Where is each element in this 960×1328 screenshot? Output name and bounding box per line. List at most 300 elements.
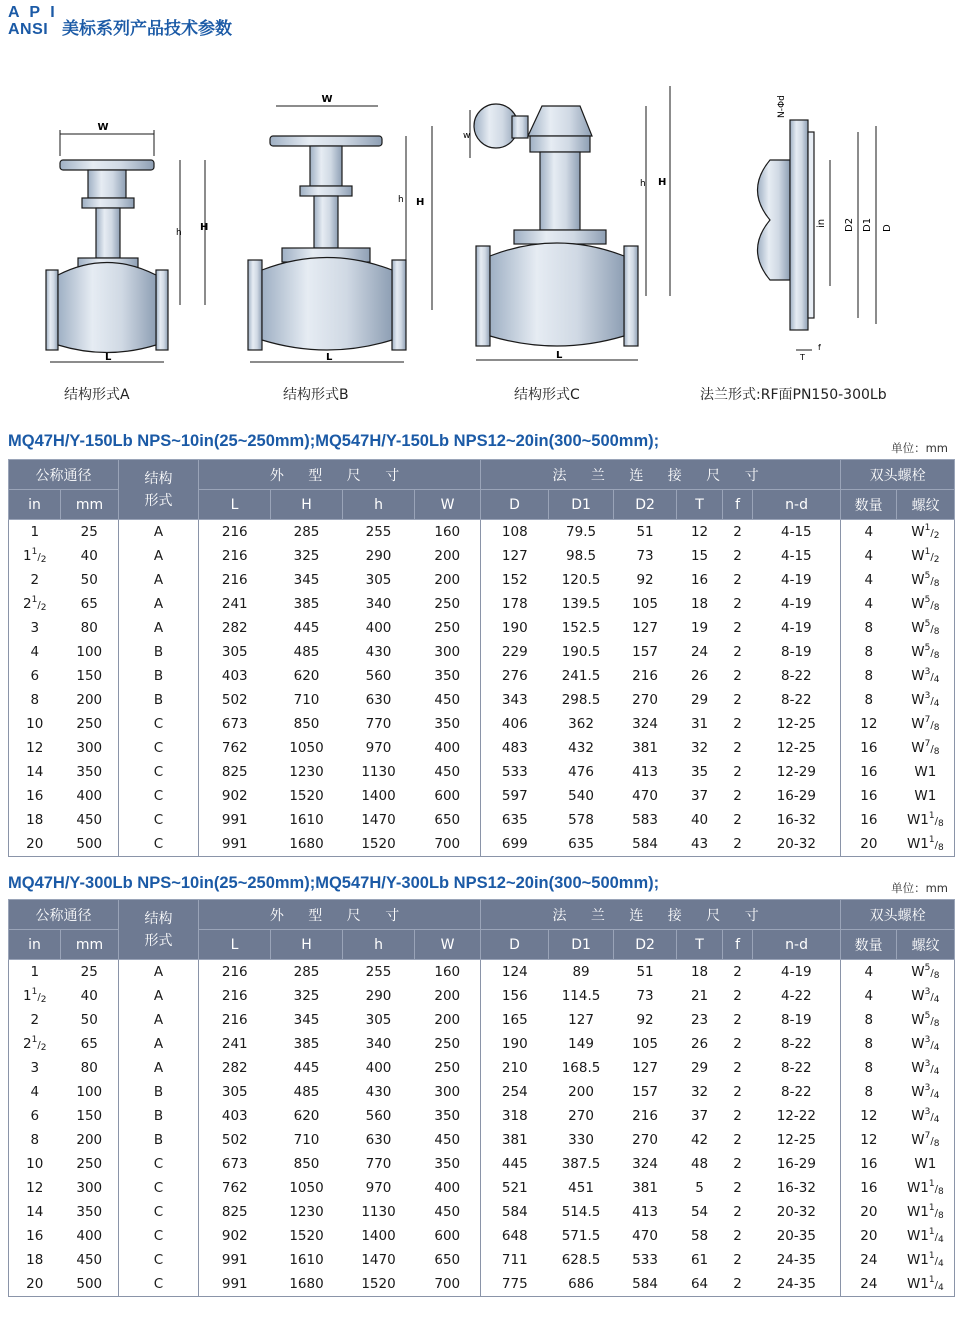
cell-d1: 571.5 <box>561 1228 601 1244</box>
cell-in <box>9 1224 61 1248</box>
cell-type: A <box>119 984 199 1008</box>
valve-figures <box>0 60 960 410</box>
cell-w: 450 <box>415 1128 481 1152</box>
cell-f: 2 <box>733 788 742 804</box>
cell-w: 250 <box>415 1056 481 1080</box>
cell-type: C <box>119 1224 199 1248</box>
cell-mm: 150 <box>61 664 119 688</box>
cell-w: 200 <box>415 984 481 1008</box>
cell-w: 250 <box>415 1032 481 1056</box>
cell-l: 902 <box>221 1228 248 1244</box>
value-whole: 10 <box>26 1156 44 1172</box>
cell-qty: 4 <box>864 572 874 588</box>
cell-h: 290 <box>365 988 392 1004</box>
table-row <box>9 712 955 736</box>
cell-mm: 400 <box>61 1224 119 1248</box>
cell-qty: 20 <box>841 832 897 857</box>
hdr-qty: 数量 <box>841 930 897 960</box>
hdr-D2: D2 <box>614 490 677 520</box>
cell-d1: 79.5 <box>566 524 597 540</box>
cell-w: 700 <box>415 1272 481 1297</box>
cell-mm: 25 <box>61 960 119 985</box>
dim-label-L: L <box>105 352 112 363</box>
cell-h: 620 <box>293 668 320 684</box>
value-whole: 1 <box>23 548 32 564</box>
cell-nd: 8-19 <box>753 1008 841 1032</box>
cell-w: 450 <box>415 688 481 712</box>
cell-qty: 16 <box>860 812 878 828</box>
cell-mm: 80 <box>61 616 119 640</box>
cell-type: C <box>119 712 199 736</box>
value-whole: W <box>911 668 925 684</box>
cell-h: 1230 <box>289 1204 324 1220</box>
fraction-denominator: 8 <box>933 627 940 637</box>
fraction-numerator: 1 <box>928 1251 935 1261</box>
hdr-mm: mm <box>61 930 119 960</box>
cell-thread: $W^3/4$ <box>897 688 955 712</box>
cell-qty: 24 <box>841 1272 897 1297</box>
fraction-numerator: 7 <box>924 715 931 725</box>
cell-f: 2 <box>733 988 742 1004</box>
cell-d2: 270 <box>632 1132 658 1148</box>
fraction-numerator: 7 <box>924 739 931 749</box>
cell-d: 210 <box>501 1060 528 1076</box>
hdr-h: h <box>343 930 415 960</box>
table-row <box>9 1104 955 1128</box>
valve-drawing-c <box>474 104 638 346</box>
cell-type: A <box>119 520 199 545</box>
cell-nd: 16-32 <box>753 808 841 832</box>
cell-qty: 8 <box>864 620 874 636</box>
cell-d2: 105 <box>632 596 658 612</box>
cell-type: C <box>119 808 199 832</box>
cell-type: B <box>119 688 199 712</box>
hdr-flange: 法 兰 连 接 尺 寸 <box>481 460 841 490</box>
value-whole: W <box>911 692 925 708</box>
cell-h: 770 <box>365 716 392 732</box>
cell-thread: $W^5/8$ <box>897 1008 955 1032</box>
cell-t: 61 <box>690 1252 709 1268</box>
cell-thread: $W1^1/4$ <box>897 1224 955 1248</box>
cell-t: 18 <box>690 596 709 612</box>
value-whole: 16 <box>26 1228 44 1244</box>
cell-thread <box>897 760 955 784</box>
cell-d2: 470 <box>632 788 658 804</box>
cell-d2: 105 <box>632 1036 658 1052</box>
cell-d: 775 <box>481 1272 549 1297</box>
value-whole: 1 <box>23 988 32 1004</box>
value-whole: 1 <box>30 964 40 980</box>
value-whole: 10 <box>26 716 44 732</box>
cell-qty: 16 <box>860 788 878 804</box>
cell-t: 43 <box>677 832 723 857</box>
page-title: 美标系列产品技术参数 <box>62 19 232 39</box>
value-whole: W <box>911 1060 925 1076</box>
table-300lb-title: MQ47H/Y-300Lb NPS~10in(25~250mm);MQ547H/Y-300Lb NPS12~20in(300~500mm); <box>8 874 660 892</box>
value-whole: W <box>911 596 925 612</box>
fraction-numerator: 5 <box>924 643 931 653</box>
fraction-denominator: 8 <box>933 603 940 613</box>
cell-t: 29 <box>690 1060 709 1076</box>
cell-l: 673 <box>221 716 248 732</box>
cell-d: 165 <box>501 1012 528 1028</box>
value-whole: 2 <box>30 572 40 588</box>
cell-d2: 92 <box>636 1012 654 1028</box>
cell-w: 300 <box>415 640 481 664</box>
cell-d: 445 <box>501 1156 528 1172</box>
cell-h: 1680 <box>271 1272 343 1297</box>
value-whole: 14 <box>26 764 44 780</box>
fraction-numerator: 1 <box>928 835 935 845</box>
table-row <box>9 1248 955 1272</box>
cell-mm: 400 <box>61 784 119 808</box>
cell-d: 276 <box>501 668 528 684</box>
cell-h: 1050 <box>289 740 324 756</box>
cell-d1: 476 <box>568 764 594 780</box>
cell-h: 1520 <box>343 1272 415 1297</box>
cell-nd: 12-29 <box>753 760 841 784</box>
cell-mm: 150 <box>61 1104 119 1128</box>
value-whole: 20 <box>26 836 44 852</box>
cell-t: 26 <box>690 668 709 684</box>
cell-h: 1520 <box>289 1228 324 1244</box>
table-row <box>9 1128 955 1152</box>
cell-h: 560 <box>365 668 392 684</box>
value-whole: W <box>911 1132 925 1148</box>
cell-nd: 16-29 <box>753 1152 841 1176</box>
cell-t: 5 <box>695 1180 704 1196</box>
dim-label-L-b: L <box>326 352 333 363</box>
cell-nd: 4-15 <box>753 520 841 545</box>
cell-d: 521 <box>501 1180 528 1196</box>
fraction-denominator: 4 <box>933 1067 940 1077</box>
cell-in <box>9 960 61 985</box>
hdr-structure <box>119 900 199 960</box>
value-whole: 6 <box>30 1108 40 1124</box>
cell-l: 902 <box>221 788 248 804</box>
cell-in: $1^1/2$ <box>9 544 61 568</box>
value-whole: 12 <box>26 740 44 756</box>
cell-d2: 584 <box>614 832 677 857</box>
cell-mm: 300 <box>61 1176 119 1200</box>
cell-l: 991 <box>199 1272 271 1297</box>
cell-thread: $W^3/4$ <box>897 1032 955 1056</box>
cell-nd: 8-22 <box>753 664 841 688</box>
cell-t: 42 <box>690 1132 709 1148</box>
value-whole: 8 <box>30 1132 40 1148</box>
cell-d2: 157 <box>632 644 658 660</box>
cell-h: 1400 <box>361 1228 396 1244</box>
cell-f: 2 <box>733 1204 742 1220</box>
cell-t: 64 <box>677 1272 723 1297</box>
cell-h: 290 <box>365 548 392 564</box>
cell-d1: 628.5 <box>561 1252 601 1268</box>
cell-type: B <box>119 640 199 664</box>
cell-h: 285 <box>293 524 320 540</box>
cell-l: 282 <box>221 1060 248 1076</box>
table-row <box>9 568 955 592</box>
cell-f: 2 <box>733 716 742 732</box>
cell-qty: 8 <box>864 692 874 708</box>
cell-in <box>9 1128 61 1152</box>
cell-d: 229 <box>501 644 528 660</box>
cell-d: 584 <box>501 1204 528 1220</box>
cell-type: C <box>119 1152 199 1176</box>
cell-qty: 20 <box>860 1204 878 1220</box>
cell-d1: 298.5 <box>561 692 601 708</box>
hdr-D: D <box>481 930 549 960</box>
table-row <box>9 520 955 545</box>
cell-thread: $W^1/2$ <box>897 544 955 568</box>
brand-logo <box>8 4 58 38</box>
value-whole: 18 <box>26 1252 44 1268</box>
cell-h: 630 <box>365 1132 392 1148</box>
cell-qty: 16 <box>860 1180 878 1196</box>
table-row <box>9 960 955 985</box>
cell-t: 37 <box>690 1108 709 1124</box>
cell-h: 970 <box>365 1180 392 1196</box>
cell-d1: 635 <box>549 832 614 857</box>
fraction-numerator: 3 <box>924 1059 931 1069</box>
cell-l: 216 <box>221 1012 248 1028</box>
cell-f: 2 <box>733 572 742 588</box>
value-whole: W <box>911 572 925 588</box>
cell-in <box>9 760 61 784</box>
fraction-numerator: 5 <box>924 571 931 581</box>
fraction-numerator: 7 <box>924 1131 931 1141</box>
fraction-numerator: 1 <box>924 547 931 557</box>
cell-h: 850 <box>293 1156 320 1172</box>
table-300lb-unit: 单位：mm <box>891 881 948 895</box>
cell-f: 2 <box>733 1180 742 1196</box>
cell-f: 2 <box>733 1108 742 1124</box>
cell-h: 1470 <box>361 812 396 828</box>
fraction-numerator: 3 <box>924 691 931 701</box>
brand-line-api: A P I <box>8 4 58 21</box>
cell-type: A <box>119 1008 199 1032</box>
cell-w: 400 <box>415 1176 481 1200</box>
cell-f: 2 <box>733 964 742 980</box>
cell-l: 241 <box>221 1036 248 1052</box>
cell-d2: 584 <box>614 1272 677 1297</box>
fraction-denominator: 4 <box>933 1115 940 1125</box>
cell-t: 23 <box>690 1012 709 1028</box>
cell-h: 340 <box>365 596 392 612</box>
cell-type: A <box>119 544 199 568</box>
fraction-denominator: 4 <box>933 995 940 1005</box>
cell-in <box>9 640 61 664</box>
cell-d1: 686 <box>549 1272 614 1297</box>
cell-d2: 92 <box>636 572 654 588</box>
cell-h: 1130 <box>361 1204 396 1220</box>
hdr-L: L <box>199 490 271 520</box>
cell-l: 216 <box>221 964 248 980</box>
value-whole: 18 <box>26 812 44 828</box>
table-row <box>9 1056 955 1080</box>
fraction-denominator: 4 <box>938 1283 944 1293</box>
value-whole: W <box>911 644 925 660</box>
value-whole: 12 <box>26 1180 44 1196</box>
cell-in <box>9 616 61 640</box>
hdr-in: in <box>9 490 61 520</box>
cell-d1: 578 <box>568 812 594 828</box>
cell-w: 350 <box>415 712 481 736</box>
hdr-W: W <box>415 930 481 960</box>
cell-d: 254 <box>501 1084 528 1100</box>
cell-f: 2 <box>733 644 742 660</box>
value-whole: W1 <box>914 1156 937 1172</box>
cell-f: 2 <box>733 764 742 780</box>
cell-qty: 8 <box>864 1084 874 1100</box>
cell-qty: 4 <box>864 524 874 540</box>
fraction-denominator: 8 <box>938 1187 944 1197</box>
cell-d2: 324 <box>632 1156 658 1172</box>
cell-thread: $W1^1/8$ <box>897 832 955 857</box>
cell-d1: 241.5 <box>561 668 601 684</box>
cell-d2: 73 <box>636 988 654 1004</box>
cell-mm: 100 <box>61 640 119 664</box>
table-row <box>9 664 955 688</box>
cell-d: 381 <box>501 1132 528 1148</box>
dim-label-H: H <box>200 222 209 233</box>
cell-nd: 24-35 <box>753 1248 841 1272</box>
table-row <box>9 1152 955 1176</box>
cell-d2: 127 <box>632 620 658 636</box>
hdr-h: h <box>343 490 415 520</box>
cell-in <box>9 832 61 857</box>
hdr-D1: D1 <box>549 490 614 520</box>
cell-f: 2 <box>723 832 753 857</box>
cell-d1: 200 <box>568 1084 594 1100</box>
value-whole: 3 <box>30 1060 40 1076</box>
hdr-W: W <box>415 490 481 520</box>
cell-d: 711 <box>501 1252 528 1268</box>
cell-d2: 127 <box>632 1060 658 1076</box>
fraction-numerator: 3 <box>924 987 931 997</box>
cell-d2: 381 <box>632 740 658 756</box>
dim-label-h: h <box>176 228 182 238</box>
cell-type: C <box>119 736 199 760</box>
fraction-denominator: 8 <box>933 1139 940 1149</box>
hdr-outline: 外 型 尺 寸 <box>199 460 481 490</box>
cell-l: 762 <box>221 740 248 756</box>
cell-in <box>9 1008 61 1032</box>
cell-t: 32 <box>690 1084 709 1100</box>
cell-h: 1610 <box>289 1252 324 1268</box>
cell-f: 2 <box>733 1084 742 1100</box>
caption-flange: 法兰形式:RF面PN150-300Lb <box>700 387 887 403</box>
cell-qty: 4 <box>864 548 874 564</box>
hdr-bolt: 双头螺栓 <box>841 460 955 490</box>
cell-thread: $W^5/8$ <box>897 568 955 592</box>
cell-h: 1520 <box>289 788 324 804</box>
fraction-denominator: 4 <box>938 1235 944 1245</box>
cell-h: 1400 <box>361 788 396 804</box>
table-row <box>9 1224 955 1248</box>
cell-in <box>9 808 61 832</box>
cell-qty: 16 <box>860 740 878 756</box>
fraction-denominator: 2 <box>933 531 940 541</box>
cell-f: 2 <box>733 692 742 708</box>
cell-f: 2 <box>733 596 742 612</box>
cell-f: 2 <box>733 668 742 684</box>
cell-h: 400 <box>365 620 392 636</box>
cell-qty: 16 <box>860 1156 878 1172</box>
cell-h: 970 <box>365 740 392 756</box>
cell-h: 1230 <box>289 764 324 780</box>
hdr-qty: 数量 <box>841 490 897 520</box>
cell-w: 250 <box>415 592 481 616</box>
cell-h: 345 <box>293 1012 320 1028</box>
cell-h: 1520 <box>343 832 415 857</box>
cell-h: 1130 <box>361 764 396 780</box>
value-whole: 14 <box>26 1204 44 1220</box>
value-whole: W <box>911 964 925 980</box>
cell-t: 12 <box>690 524 709 540</box>
fraction-denominator: 8 <box>933 747 940 757</box>
fraction-numerator: 1 <box>928 1275 935 1285</box>
hdr-outline: 外 型 尺 寸 <box>199 900 481 930</box>
table-row <box>9 1272 955 1297</box>
value-whole: 6 <box>30 668 40 684</box>
hdr-mm: mm <box>61 490 119 520</box>
hdr-D1: D1 <box>549 930 614 960</box>
cell-h: 305 <box>365 1012 392 1028</box>
table-row <box>9 1200 955 1224</box>
cell-type: C <box>119 1176 199 1200</box>
cell-qty: 12 <box>860 1108 878 1124</box>
cell-d: 635 <box>501 812 528 828</box>
cell-mm: 25 <box>61 520 119 545</box>
cell-in: $2^1/2$ <box>9 1032 61 1056</box>
hdr-nd: n-d <box>753 490 841 520</box>
cell-h: 255 <box>365 964 392 980</box>
cell-nd: 4-19 <box>753 568 841 592</box>
cell-thread: $W^3/4$ <box>897 1104 955 1128</box>
cell-type: B <box>119 664 199 688</box>
cell-mm: 100 <box>61 1080 119 1104</box>
cell-thread: $W^7/8$ <box>897 1128 955 1152</box>
table-150lb-title: MQ47H/Y-150Lb NPS~10in(25~250mm);MQ547H/Y-150Lb NPS12~20in(300~500mm); <box>8 432 660 450</box>
cell-thread: $W1^1/4$ <box>897 1248 955 1272</box>
cell-f: 2 <box>733 1228 742 1244</box>
cell-l: 305 <box>221 644 248 660</box>
fraction-denominator: 4 <box>938 1259 944 1269</box>
cell-nd: 16-29 <box>753 784 841 808</box>
cell-type: A <box>119 616 199 640</box>
hdr-nominal: 公称通径 <box>9 460 119 490</box>
cell-d2: 51 <box>636 964 654 980</box>
fraction-numerator: 1 <box>928 1203 935 1213</box>
hdr-T: T <box>677 490 723 520</box>
cell-thread: $W1^1/8$ <box>897 808 955 832</box>
cell-thread: $W1^1/8$ <box>897 1200 955 1224</box>
cell-t: 16 <box>690 572 709 588</box>
cell-nd: 8-22 <box>753 1032 841 1056</box>
cell-type: A <box>119 1032 199 1056</box>
cell-h: 345 <box>293 572 320 588</box>
cell-h: 1050 <box>289 1180 324 1196</box>
value-whole: W1 <box>914 788 937 804</box>
hdr-structure <box>119 460 199 520</box>
caption-b: 结构形式B <box>283 387 349 403</box>
cell-type: A <box>119 1056 199 1080</box>
cell-nd: 24-35 <box>753 1272 841 1297</box>
cell-d2: 533 <box>632 1252 658 1268</box>
cell-f: 2 <box>733 1132 742 1148</box>
spec-table-300lb <box>8 899 955 1297</box>
cell-in <box>9 568 61 592</box>
